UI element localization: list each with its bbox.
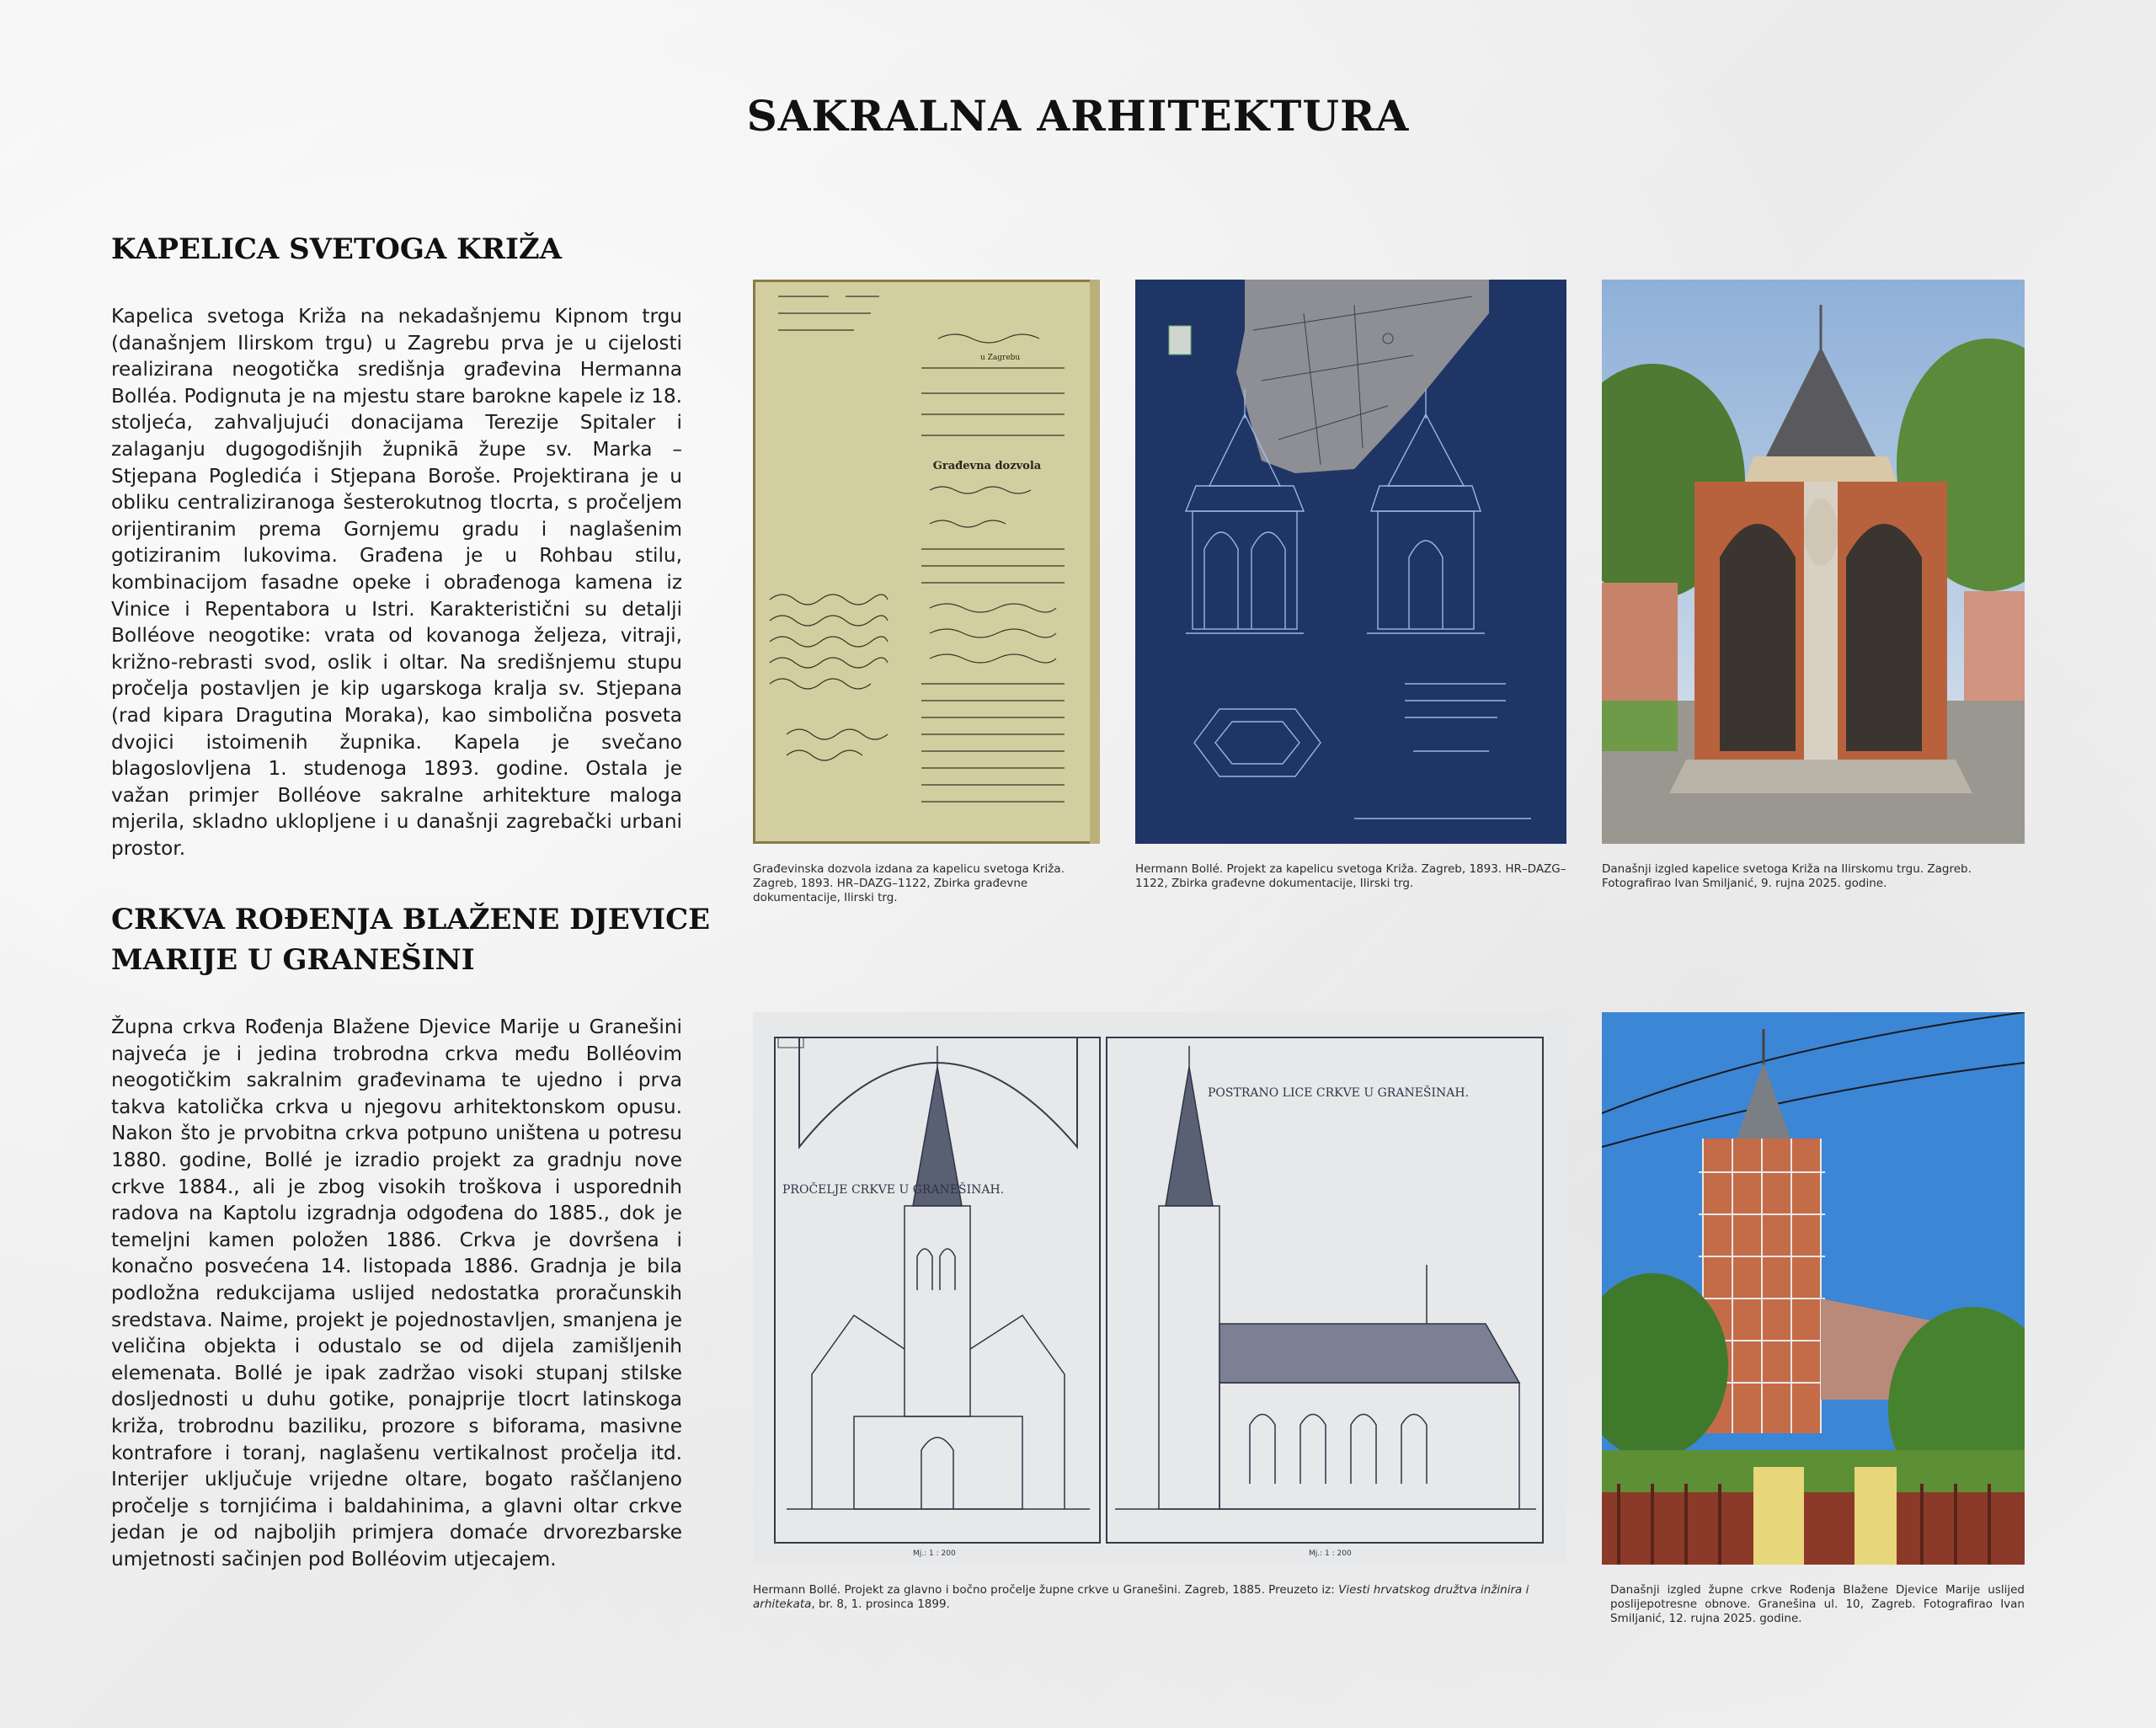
permit-place: u Zagrebu xyxy=(980,354,1021,362)
caption-drawings xyxy=(753,1583,1566,1612)
caption-permit: Građevinska dozvola izdana za kapelicu svetoga Križa. Zagreb, 1893. HR–DAZG–1122, Zbirka građevne dokumentacije, Ilirski trg. xyxy=(753,862,1065,904)
building-permit-image xyxy=(753,280,1100,844)
page-title: SAKRALNA ARHITEKTURA xyxy=(746,91,1410,141)
section-heading-chapel: KAPELICA SVETOGA KRIŽA xyxy=(111,232,563,266)
section-heading-church-line1: CRKVA ROĐENJA BLAŽENE DJEVICE xyxy=(111,903,711,936)
drawing-right-label: POSTRANO LICE CRKVE U GRANEŠINAH. xyxy=(1208,1086,1470,1100)
drawing-left-label: PROČELJE CRKVE U GRANEŠINAH. xyxy=(782,1183,1005,1197)
caption-drawings-part2: , br. 8, 1. prosinca 1899. xyxy=(811,1597,950,1611)
caption-church-photo: Današnji izgled župne crkve Rođenja Blažene Djevice Marije uslijed poslijepotresne obnove. Granešina ul. 10, Zagreb. Fotografirao Ivan Smiljanić, 12. rujna 2025. godine. xyxy=(1610,1583,2025,1625)
section-heading-church-line2: MARIJE U GRANEŠINI xyxy=(111,943,475,977)
caption-drawings-journal: Viesti hrvatskog družtva inžinira i arhitekata xyxy=(753,1583,1529,1611)
caption-drawings-part1: Hermann Bollé. Projekt za glavno i bočno pročelje župne crkve u Granešini. Zagreb, 1885. Preuzeto iz: xyxy=(753,1583,1339,1597)
church-drawings-image xyxy=(753,1012,1566,1565)
section-body-church: Župna crkva Rođenja Blažene Djevice Marije u Granešini najveća je i jedina trobrodna crkva među Bolléovim neogotičkim sakralnim građevinama te ujedno i prva takva katolička crkva u njegovu arhitektonskom opusu. Nakon što je prvobitna crkva potpuno uništena u potresu 1880. godine, Bollé je izradio projekt za gradnju nove crkve 1884., ali je zbog visokih troškova i usporednih radova na Kaptolu izgradnja odgođena do 1885., dok je temeljni kamen položen 1886. Crkva je dovršena i konačno posvećena 14. listopada 1886. Gradnja je bila podložna redukcijama uslijed nedostatka proračunskih sredstava. Naime, projekt je pojednostavljen, smanjena je veličina objekta i odustalo se od dijela zamišljenih elemenata. Bollé je ipak zadržao visoki stupanj stilske dosljednosti u duhu gotike, ponajprije tlocrt latinskoga križa, trobrodnu baziliku, prozore s biforama, masivne kontrafore i toranj, naglašenu vertikalnost pročelja itd. Interijer uključuje vrijedne oltare, bogato raščlanjeno pročelje s tornjićima i baldahinima, a glavni oltar crkve jedan je od najboljih primjera domaće drvorezbarske umjetnosti sačinjen pod Bolléovim utjecajem. xyxy=(111,1016,682,1571)
section-heading-church xyxy=(111,899,710,980)
drawing-scale-right: Mj.: 1 : 200 xyxy=(1309,1549,1352,1558)
chapel-blueprint-image xyxy=(1135,280,1566,844)
caption-chapel-photo: Današnji izgled kapelice svetoga Križa na Ilirskomu trgu. Zagreb. Fotografirao Ivan Smiljanić, 9. rujna 2025. godine. xyxy=(1602,862,1972,890)
caption-blueprint: Hermann Bollé. Projekt za kapelicu svetoga Križa. Zagreb, 1893. HR–DAZG–1122, Zbirka građevne dokumentacije, Ilirski trg. xyxy=(1135,862,1566,890)
permit-heading: Građevna dozvola xyxy=(932,460,1042,472)
church-photo-image xyxy=(1602,1012,2025,1565)
chapel-photo-image xyxy=(1602,280,2025,844)
drawing-scale-left: Mj.: 1 : 200 xyxy=(913,1549,956,1558)
section-body-chapel: Kapelica svetoga Križa na nekadašnjemu Kipnom trgu (današnjem Ilirskom trgu) u Zagrebu prva je u cijelosti realizirana neogotička središnja građevina Hermanna Bolléa. Podignuta je na mjestu stare barokne kapele iz 18. stoljeća, zahvaljujući donacijama Terezije Spitaler i zalaganju dugogodišnjih župnikā župe sv. Marka – Stjepana Pogledića i Stjepana Boroše. Projektirana je u obliku centraliziranoga šesterokutnog tlocrta, s pročeljem orijentiranim prema Gornjemu gradu i naglašenim gotiziranim lukovima. Građena je u Rohbau stilu, kombinacijom fasadne opeke i obrađenoga kamena iz Vinice i Repentabora u Istri. Karakteristični su detalji Bolléove neogotike: vrata od kovanoga željeza, vitraji, križno-rebrasti svod, oslik i oltar. Na središnjemu stupu pročelja postavljen je kip ugarskoga kralja sv. Stjepana (rad kipara Dragutina Moraka), kao simbolična posveta dvojici istoimenih župnika. Kapela je svečano blagoslovljena 1. studenoga 1893. godine. Ostala je važan primjer Bolléove sakralne arhitekture maloga mjerila, skladno uklopljene i u današnji zagrebački urbani prostor. xyxy=(111,305,682,860)
